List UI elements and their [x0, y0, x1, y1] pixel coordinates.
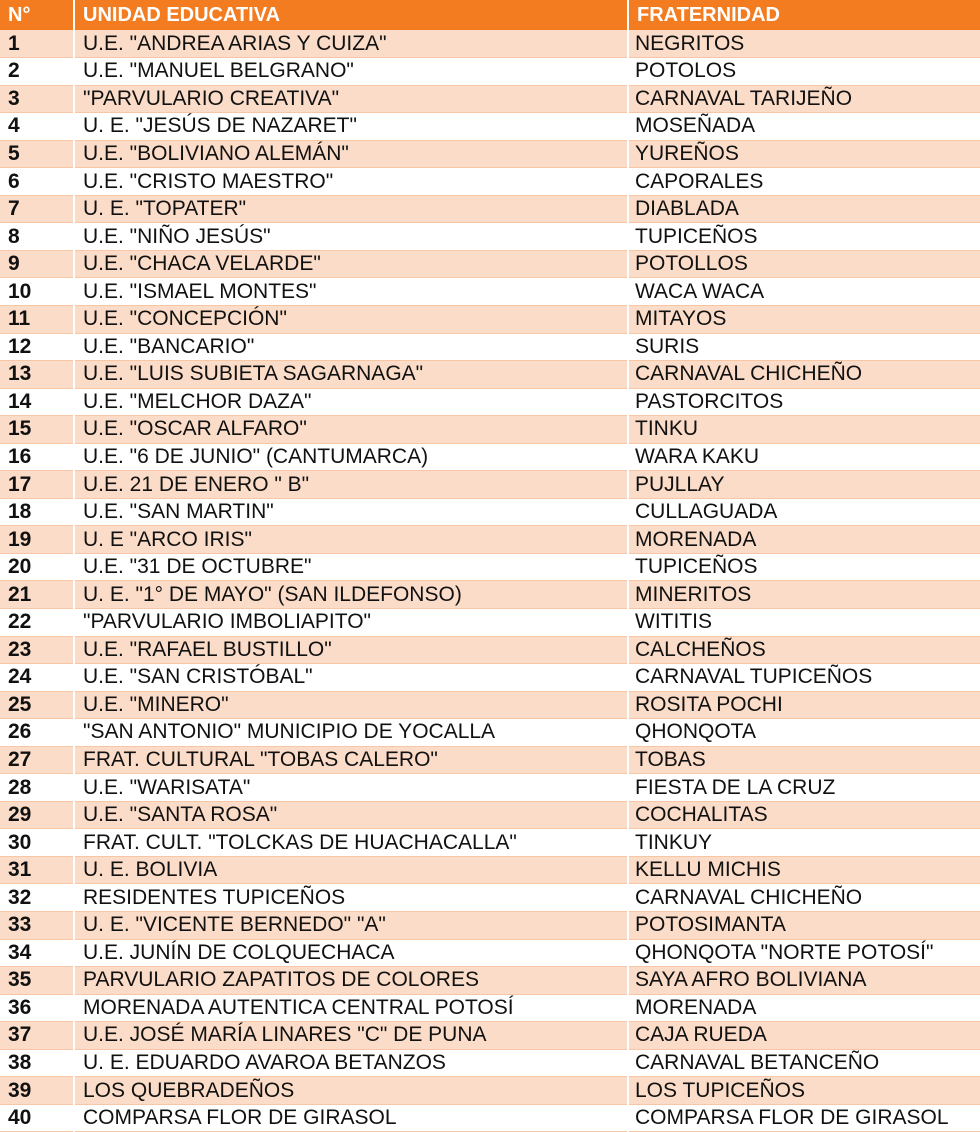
table-row	[0, 636, 980, 664]
row-number: 27	[0, 746, 74, 774]
unidad-educativa-cell: U.E. "31 DE OCTUBRE"	[74, 553, 628, 581]
fraternidad-cell: COMPARSA FLOR DE GIRASOL	[628, 1104, 980, 1132]
table-row	[0, 223, 980, 251]
fraternidad-cell: COCHALITAS	[628, 801, 980, 829]
unidad-educativa-cell: FRAT. CULT. "TOLCKAS DE HUACHACALLA"	[74, 829, 628, 857]
row-number: 26	[0, 719, 74, 747]
table-row	[0, 1077, 980, 1105]
fraternidad-cell: MINERITOS	[628, 581, 980, 609]
unidad-educativa-cell: U.E. "BANCARIO"	[74, 333, 628, 361]
unidad-educativa-cell: U.E. "ANDREA ARIAS Y CUIZA"	[74, 30, 628, 58]
fraternidad-cell: CARNAVAL CHICHEÑO	[628, 884, 980, 912]
table-row	[0, 195, 980, 223]
table-row	[0, 691, 980, 719]
unidad-educativa-cell: U.E. "6 DE JUNIO" (CANTUMARCA)	[74, 443, 628, 471]
fraternidad-cell: WARA KAKU	[628, 443, 980, 471]
fraternidad-cell: POTOSIMANTA	[628, 912, 980, 940]
fraternidad-cell: POTOLLOS	[628, 250, 980, 278]
unidad-educativa-cell: "PARVULARIO IMBOLIAPITO"	[74, 608, 628, 636]
row-number: 6	[0, 168, 74, 196]
row-number: 36	[0, 994, 74, 1022]
row-number: 25	[0, 691, 74, 719]
row-number: 2	[0, 58, 74, 86]
fraternidad-cell: CARNAVAL BETANCEÑO	[628, 1049, 980, 1077]
fraternidad-cell: SAYA AFRO BOLIVIANA	[628, 967, 980, 995]
unidad-educativa-cell: MORENADA AUTENTICA CENTRAL POTOSÍ	[74, 994, 628, 1022]
fraternidad-cell: POTOLOS	[628, 58, 980, 86]
unidad-educativa-cell: U.E. "CRISTO MAESTRO"	[74, 168, 628, 196]
row-number: 13	[0, 361, 74, 389]
table-row	[0, 856, 980, 884]
row-number: 10	[0, 278, 74, 306]
unidad-educativa-cell: U.E. "SAN MARTIN"	[74, 498, 628, 526]
table-row	[0, 388, 980, 416]
table-row	[0, 1022, 980, 1050]
row-number: 34	[0, 939, 74, 967]
fraternidad-cell: NEGRITOS	[628, 30, 980, 58]
table-row	[0, 140, 980, 168]
table-row	[0, 553, 980, 581]
fraternidad-cell: PASTORCITOS	[628, 388, 980, 416]
fraternidad-cell: FIESTA DE LA CRUZ	[628, 774, 980, 802]
table-row	[0, 664, 980, 692]
row-number: 30	[0, 829, 74, 857]
row-number: 39	[0, 1077, 74, 1105]
table-row	[0, 939, 980, 967]
table-row	[0, 801, 980, 829]
row-number: 37	[0, 1022, 74, 1050]
table-row	[0, 58, 980, 86]
unidad-educativa-cell: RESIDENTES TUPICEÑOS	[74, 884, 628, 912]
header-fraternidad: FRATERNIDAD	[637, 3, 780, 26]
unidad-educativa-cell: U.E. "ISMAEL MONTES"	[74, 278, 628, 306]
fraternidad-cell: CAPORALES	[628, 168, 980, 196]
unidad-educativa-cell: U.E. 21 DE ENERO " B"	[74, 471, 628, 499]
row-number: 19	[0, 526, 74, 554]
unidad-educativa-cell: FRAT. CULTURAL "TOBAS CALERO"	[74, 746, 628, 774]
fraternidad-cell: QHONQOTA	[628, 719, 980, 747]
row-number: 12	[0, 333, 74, 361]
unidad-educativa-cell: U.E. "CONCEPCIÓN"	[74, 305, 628, 333]
table-row	[0, 829, 980, 857]
fraternidad-cell: TINKU	[628, 416, 980, 444]
header-num: N°	[0, 0, 74, 30]
row-number: 31	[0, 856, 74, 884]
unidad-educativa-cell: U.E. "BOLIVIANO ALEMÁN"	[74, 140, 628, 168]
row-number: 16	[0, 443, 74, 471]
row-number: 24	[0, 664, 74, 692]
table-row	[0, 416, 980, 444]
fraternidad-cell: TUPICEÑOS	[628, 553, 980, 581]
table-row	[0, 305, 980, 333]
unidad-educativa-cell: U.E. "MELCHOR DAZA"	[74, 388, 628, 416]
row-number: 8	[0, 223, 74, 251]
unidad-educativa-cell: U.E. "NIÑO JESÚS"	[74, 223, 628, 251]
fraternidad-cell: MORENADA	[628, 994, 980, 1022]
unidad-educativa-cell: U.E. "MINERO"	[74, 691, 628, 719]
unidad-educativa-cell: U.E. JOSÉ MARÍA LINARES "C" DE PUNA	[74, 1022, 628, 1050]
unidad-educativa-cell: "SAN ANTONIO" MUNICIPIO DE YOCALLA	[74, 719, 628, 747]
row-number: 11	[0, 305, 74, 333]
row-number: 7	[0, 195, 74, 223]
table-row	[0, 912, 980, 940]
header-unidad-educativa: UNIDAD EDUCATIVA	[74, 0, 628, 30]
row-number: 5	[0, 140, 74, 168]
row-number: 18	[0, 498, 74, 526]
fraternidad-cell: CARNAVAL TARIJEÑO	[628, 85, 980, 113]
fraternidad-cell: SURIS	[628, 333, 980, 361]
unidad-educativa-cell: U.E. "MANUEL BELGRANO"	[74, 58, 628, 86]
unidad-educativa-cell: U.E. JUNÍN DE COLQUECHACA	[74, 939, 628, 967]
row-number: 35	[0, 967, 74, 995]
fraternidad-cell: DIABLADA	[628, 195, 980, 223]
unidad-educativa-cell: U.E. "SAN CRISTÓBAL"	[74, 664, 628, 692]
unidad-educativa-cell: U. E. "JESÚS DE NAZARET"	[74, 113, 628, 141]
table-row	[0, 967, 980, 995]
table-row	[0, 250, 980, 278]
unidad-educativa-cell: "PARVULARIO CREATIVA"	[74, 85, 628, 113]
fraternidad-cell: QHONQOTA "NORTE POTOSÍ"	[628, 939, 980, 967]
unidad-educativa-cell: U.E. "SANTA ROSA"	[74, 801, 628, 829]
row-number: 1	[0, 30, 74, 58]
row-number: 3	[0, 85, 74, 113]
table-row	[0, 498, 980, 526]
unidad-educativa-cell: LOS QUEBRADEÑOS	[74, 1077, 628, 1105]
unidad-educativa-cell: U.E. "CHACA VELARDE"	[74, 250, 628, 278]
row-number: 33	[0, 912, 74, 940]
row-number: 32	[0, 884, 74, 912]
table-row	[0, 581, 980, 609]
fraternidad-cell: PUJLLAY	[628, 471, 980, 499]
unidad-educativa-cell: U. E. "1° DE MAYO" (SAN ILDEFONSO)	[74, 581, 628, 609]
table-row	[0, 30, 980, 58]
row-number: 9	[0, 250, 74, 278]
unidad-educativa-cell: U. E "ARCO IRIS"	[74, 526, 628, 554]
unidad-educativa-cell: COMPARSA FLOR DE GIRASOL	[74, 1104, 628, 1132]
fraternidad-cell: TINKUY	[628, 829, 980, 857]
table-row	[0, 1049, 980, 1077]
fraternidad-cell: WITITIS	[628, 608, 980, 636]
fraternidad-cell: YUREÑOS	[628, 140, 980, 168]
fraternidad-cell: LOS TUPICEÑOS	[628, 1077, 980, 1105]
fraternidad-cell: CARNAVAL TUPICEÑOS	[628, 664, 980, 692]
fraternidad-cell: KELLU MICHIS	[628, 856, 980, 884]
row-number: 29	[0, 801, 74, 829]
row-number: 23	[0, 636, 74, 664]
fraternidad-cell: TOBAS	[628, 746, 980, 774]
row-number: 38	[0, 1049, 74, 1077]
table-header	[0, 0, 980, 30]
fraternidad-cell: CULLAGUADA	[628, 498, 980, 526]
fraternidad-cell: WACA WACA	[628, 278, 980, 306]
fraternidad-cell: CARNAVAL CHICHEÑO	[628, 361, 980, 389]
row-number: 21	[0, 581, 74, 609]
table-row	[0, 608, 980, 636]
fraternidad-cell: MOSEÑADA	[628, 113, 980, 141]
unidad-educativa-cell: U. E. "VICENTE BERNEDO" "A"	[74, 912, 628, 940]
table-body	[0, 30, 980, 1132]
row-number: 4	[0, 113, 74, 141]
unidad-educativa-cell: U.E. "RAFAEL BUSTILLO"	[74, 636, 628, 664]
header-row	[0, 0, 980, 30]
table-row	[0, 994, 980, 1022]
fraternidad-cell: TUPICEÑOS	[628, 223, 980, 251]
table-row	[0, 719, 980, 747]
table-row	[0, 168, 980, 196]
table-row	[0, 278, 980, 306]
fraternidad-cell: MORENADA	[628, 526, 980, 554]
unidad-educativa-cell: U.E. "LUIS SUBIETA SAGARNAGA"	[74, 361, 628, 389]
table-row	[0, 526, 980, 554]
fraternidad-cell: ROSITA POCHI	[628, 691, 980, 719]
table-row	[0, 85, 980, 113]
table-row	[0, 333, 980, 361]
row-number: 15	[0, 416, 74, 444]
row-number: 28	[0, 774, 74, 802]
fraternidad-cell: MITAYOS	[628, 305, 980, 333]
table-row	[0, 884, 980, 912]
table-row	[0, 774, 980, 802]
fraternidad-cell: CALCHEÑOS	[628, 636, 980, 664]
unidad-educativa-cell: U. E. EDUARDO AVAROA BETANZOS	[74, 1049, 628, 1077]
unidad-educativa-cell: U. E. "TOPATER"	[74, 195, 628, 223]
table-row	[0, 113, 980, 141]
table-row	[0, 361, 980, 389]
unidad-educativa-cell: U.E. "WARISATA"	[74, 774, 628, 802]
unidad-educativa-cell: U. E. BOLIVIA	[74, 856, 628, 884]
row-number: 17	[0, 471, 74, 499]
row-number: 40	[0, 1104, 74, 1132]
unidad-educativa-cell: U.E. "OSCAR ALFARO"	[74, 416, 628, 444]
table-row	[0, 443, 980, 471]
unidad-educativa-cell: PARVULARIO ZAPATITOS DE COLORES	[74, 967, 628, 995]
table-row	[0, 746, 980, 774]
fraternidad-cell: CAJA RUEDA	[628, 1022, 980, 1050]
row-number: 20	[0, 553, 74, 581]
table-row	[0, 1104, 980, 1132]
row-number: 14	[0, 388, 74, 416]
table-row	[0, 471, 980, 499]
row-number: 22	[0, 608, 74, 636]
